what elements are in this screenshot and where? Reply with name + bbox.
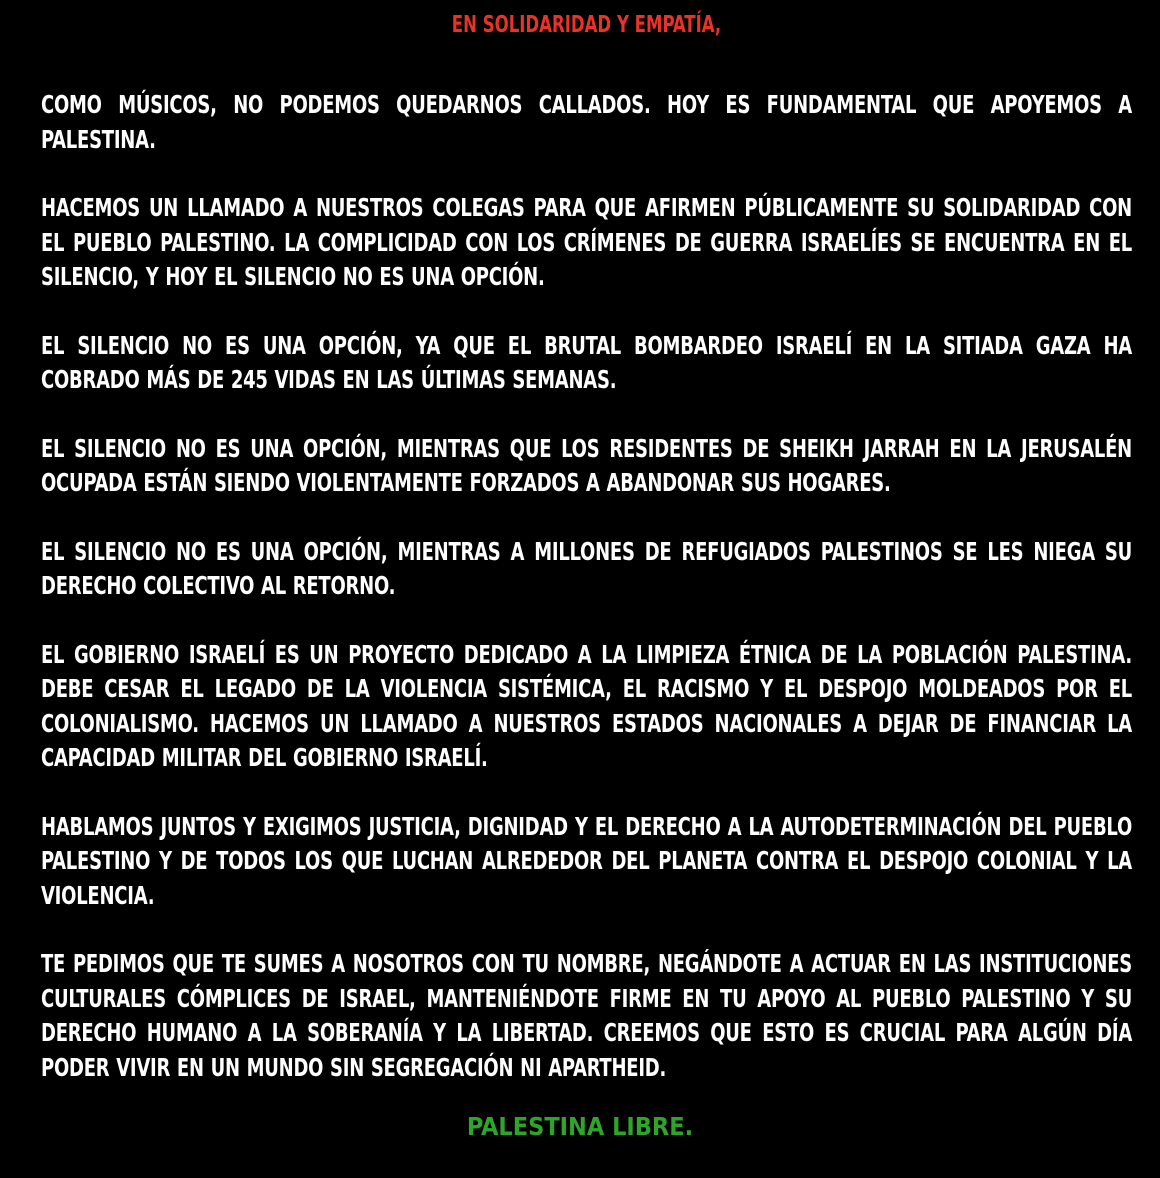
statement-title-text: EN SOLIDARIDAD Y EMPATÍA, <box>451 12 722 38</box>
paragraph-8-text: TE PEDIMOS QUE TE SUMES A NOSOTROS CON TU NOMBRE, NEGÁNDOTE A ACTUAR EN LAS INSTITUCIONES CULTURALES CÓMPLICES DE ISRAEL, MANTENIÉNDOTE FIRME EN TU APOYO AL PUEBLO PALESTINO Y SU DERECHO HUMANO A LA SOBERANÍA Y LA LIBERTAD. CREEMOS QUE ESTO ES CRUCIAL PARA ALGÚN DÍA PODER VIVIR EN UN MUNDO SIN SEGREGACIÓN NI APARTHEID. <box>41 949 1132 1082</box>
paragraph-8 <box>41 947 1132 1085</box>
paragraph-2 <box>41 191 1132 295</box>
paragraph-7 <box>41 810 1132 914</box>
paragraph-3 <box>41 329 1132 398</box>
paragraph-2-text: HACEMOS UN LLAMADO A NUESTROS COLEGAS PARA QUE AFIRMEN PÚBLICAMENTE SU SOLIDARIDAD CON EL PUEBLO PALESTINO. LA COMPLICIDAD CON LOS CRÍMENES DE GUERRA ISRAELÍES SE ENCUENTRA EN EL SILENCIO, Y HOY EL SILENCIO NO ES UNA OPCIÓN. <box>41 193 1132 291</box>
paragraph-7-text: HABLAMOS JUNTOS Y EXIGIMOS JUSTICIA, DIGNIDAD Y EL DERECHO A LA AUTODETERMINACIÓN DEL PUEBLO PALESTINO Y DE TODOS LOS QUE LUCHAN ALREDEDOR DEL PLANETA CONTRA EL DESPOJO COLONIAL Y LA VIOLENCIA. <box>41 811 1132 910</box>
paragraph-4-text: EL SILENCIO NO ES UNA OPCIÓN, MIENTRAS QUE LOS RESIDENTES DE SHEIKH JARRAH EN LA JERUSALÉN OCUPADA ESTÁN SIENDO VIOLENTAMENTE FORZADOS A ABANDONAR SUS HOGARES. <box>41 433 1132 497</box>
paragraph-6-text: EL GOBIERNO ISRAELÍ ES UN PROYECTO DEDICADO A LA LIMPIEZA ÉTNICA DE LA POBLACIÓN PALESTINA. DEBE CESAR EL LEGADO DE LA VIOLENCIA SISTÉMICA, EL RACISMO Y EL DESPOJO MOLDEADOS POR EL COLONIALISMO. HACEMOS UN LLAMADO A NUESTROS ESTADOS NACIONALES A DEJAR DE FINANCIAR LA CAPACIDAD MILITAR DEL GOBIERNO ISRAELÍ. <box>41 639 1132 772</box>
statement-body <box>41 88 1132 1085</box>
paragraph-3-text: EL SILENCIO NO ES UNA OPCIÓN, YA QUE EL BRUTAL BOMBARDEO ISRAELÍ EN LA SITIADA GAZA HA COBRADO MÁS DE 245 VIDAS EN LAS ÚLTIMAS SEMANAS. <box>41 330 1132 394</box>
statement-title <box>150 0 1023 50</box>
paragraph-1-text: COMO MÚSICOS, NO PODEMOS QUEDARNOS CALLADOS. HOY ES FUNDAMENTAL QUE APOYEMOS A PALESTINA. <box>41 90 1132 154</box>
paragraph-5 <box>41 535 1132 604</box>
closing-line <box>0 1110 1160 1144</box>
paragraph-6 <box>41 638 1132 776</box>
closing-line-text: PALESTINA LIBRE. <box>466 1112 694 1141</box>
paragraph-4 <box>41 432 1132 501</box>
paragraph-1 <box>41 88 1132 157</box>
paragraph-5-text: EL SILENCIO NO ES UNA OPCIÓN, MIENTRAS A MILLONES DE REFUGIADOS PALESTINOS SE LES NIEGA SU DERECHO COLECTIVO AL RETORNO. <box>41 536 1132 600</box>
